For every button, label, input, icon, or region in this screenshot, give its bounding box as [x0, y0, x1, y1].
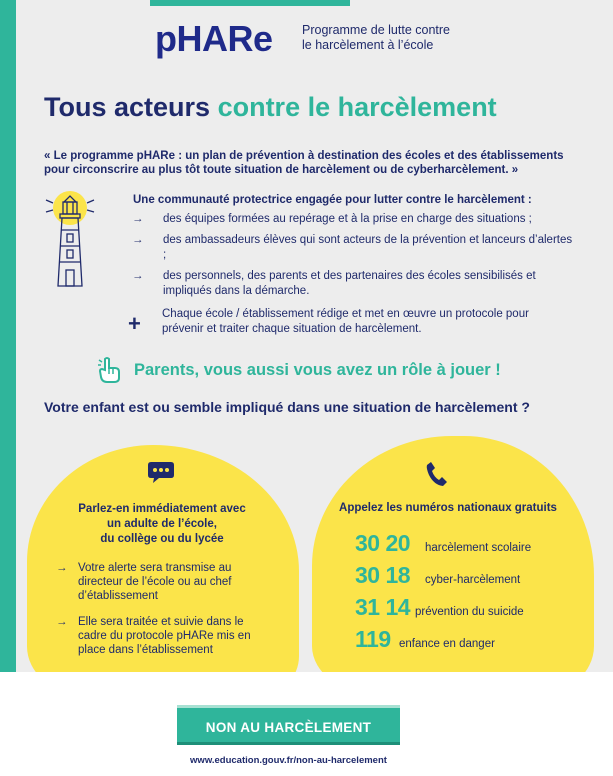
phone-icon — [426, 461, 448, 487]
left-heading-line-2: un adulte de l’école, — [107, 518, 217, 530]
list-item-text: Votre alerte sera transmise au directeur de l’école ou au chef d’établissement — [78, 562, 232, 602]
list-item — [52, 615, 272, 657]
hotline-number[interactable]: 31 14 — [355, 594, 411, 620]
website-url[interactable]: www.education.gouv.fr/non-au-harcelement — [190, 755, 387, 766]
parents-heading: Parents, vous aussi vous avez un rôle à jouer ! — [134, 361, 501, 379]
hotline-label: enfance en danger — [399, 638, 495, 650]
hotline-label: prévention du suicide — [415, 606, 524, 618]
hotline-number[interactable]: 119 — [355, 626, 391, 652]
teal-top-accent — [150, 0, 350, 6]
title-part-2: contre le harcèlement — [217, 92, 497, 122]
arrow-right-icon: → — [132, 270, 144, 282]
arrow-right-icon: → — [56, 616, 68, 628]
hotline-number[interactable]: 30 20 — [355, 530, 411, 556]
tagline-line-2: le harcèlement à l’école — [302, 38, 434, 52]
teal-side-strip — [0, 0, 16, 672]
list-item — [126, 212, 576, 227]
title-part-1: Tous acteurs — [44, 92, 218, 122]
list-item-text: des ambassadeurs élèves qui sont acteurs de la prévention et lanceurs d’alertes ; — [163, 234, 573, 261]
non-au-harcelement-banner: NON AU HARCÈLEMENT — [177, 705, 400, 745]
left-heading-line-3: du collège ou du lycée — [100, 533, 224, 545]
list-item-text: des équipes formées au repérage et à la prise en charge des situations ; — [163, 213, 532, 225]
lighthouse-icon — [42, 190, 98, 290]
question-heading: Votre enfant est ou semble impliqué dans une situation de harcèlement ? — [44, 399, 530, 415]
logo-tagline — [302, 23, 450, 53]
hotline-label: harcèlement scolaire — [425, 542, 532, 554]
community-list — [126, 212, 576, 305]
list-item-text: des personnels, des parents et des partenaires des écoles sensibilisés et impliqués dans la démarche. — [163, 270, 536, 297]
list-item — [52, 561, 272, 603]
arrow-right-icon: → — [132, 213, 144, 225]
page-title — [44, 92, 497, 123]
program-quote: « Le programme pHARe : un plan de prévention à destination des écoles et des établissements pour circonscrire au plus tôt toute situation de harcèlement ou de cyberharcèlement. » — [44, 150, 564, 176]
community-heading: Une communauté protectrice engagée pour lutter contre le harcèlement : — [133, 194, 532, 206]
arrow-right-icon: → — [56, 562, 68, 574]
phare-logo: pHARe — [155, 18, 273, 59]
protocol-text: Chaque école / établissement rédige et met en œuvre un protocole pour prévenir et traiter chaque situation de harcèlement. — [162, 308, 529, 335]
left-box-list — [52, 561, 272, 669]
hotline-row — [355, 623, 585, 653]
hotline-number[interactable]: 30 18 — [355, 562, 411, 588]
hotline-row — [355, 591, 585, 621]
list-item — [126, 233, 576, 263]
right-box-heading: Appelez les numéros nationaux gratuits — [339, 502, 557, 514]
parents-section — [97, 356, 557, 386]
tagline-line-1: Programme de lutte contre — [302, 23, 450, 37]
arrow-right-icon: → — [132, 234, 144, 246]
plus-icon: + — [128, 311, 141, 336]
hotline-row — [355, 527, 585, 557]
chat-bubble-icon — [147, 460, 175, 484]
list-item — [126, 269, 576, 299]
pointing-hand-icon — [97, 356, 123, 384]
left-box-heading — [52, 502, 272, 547]
list-item-text: Elle sera traitée et suivie dans le cadre du protocole pHARe mis en place dans l’établissement — [78, 616, 251, 656]
hotline-row — [355, 559, 585, 589]
left-heading-line-1: Parlez-en immédiatement avec — [78, 503, 246, 515]
hotline-label: cyber-harcèlement — [425, 574, 521, 586]
